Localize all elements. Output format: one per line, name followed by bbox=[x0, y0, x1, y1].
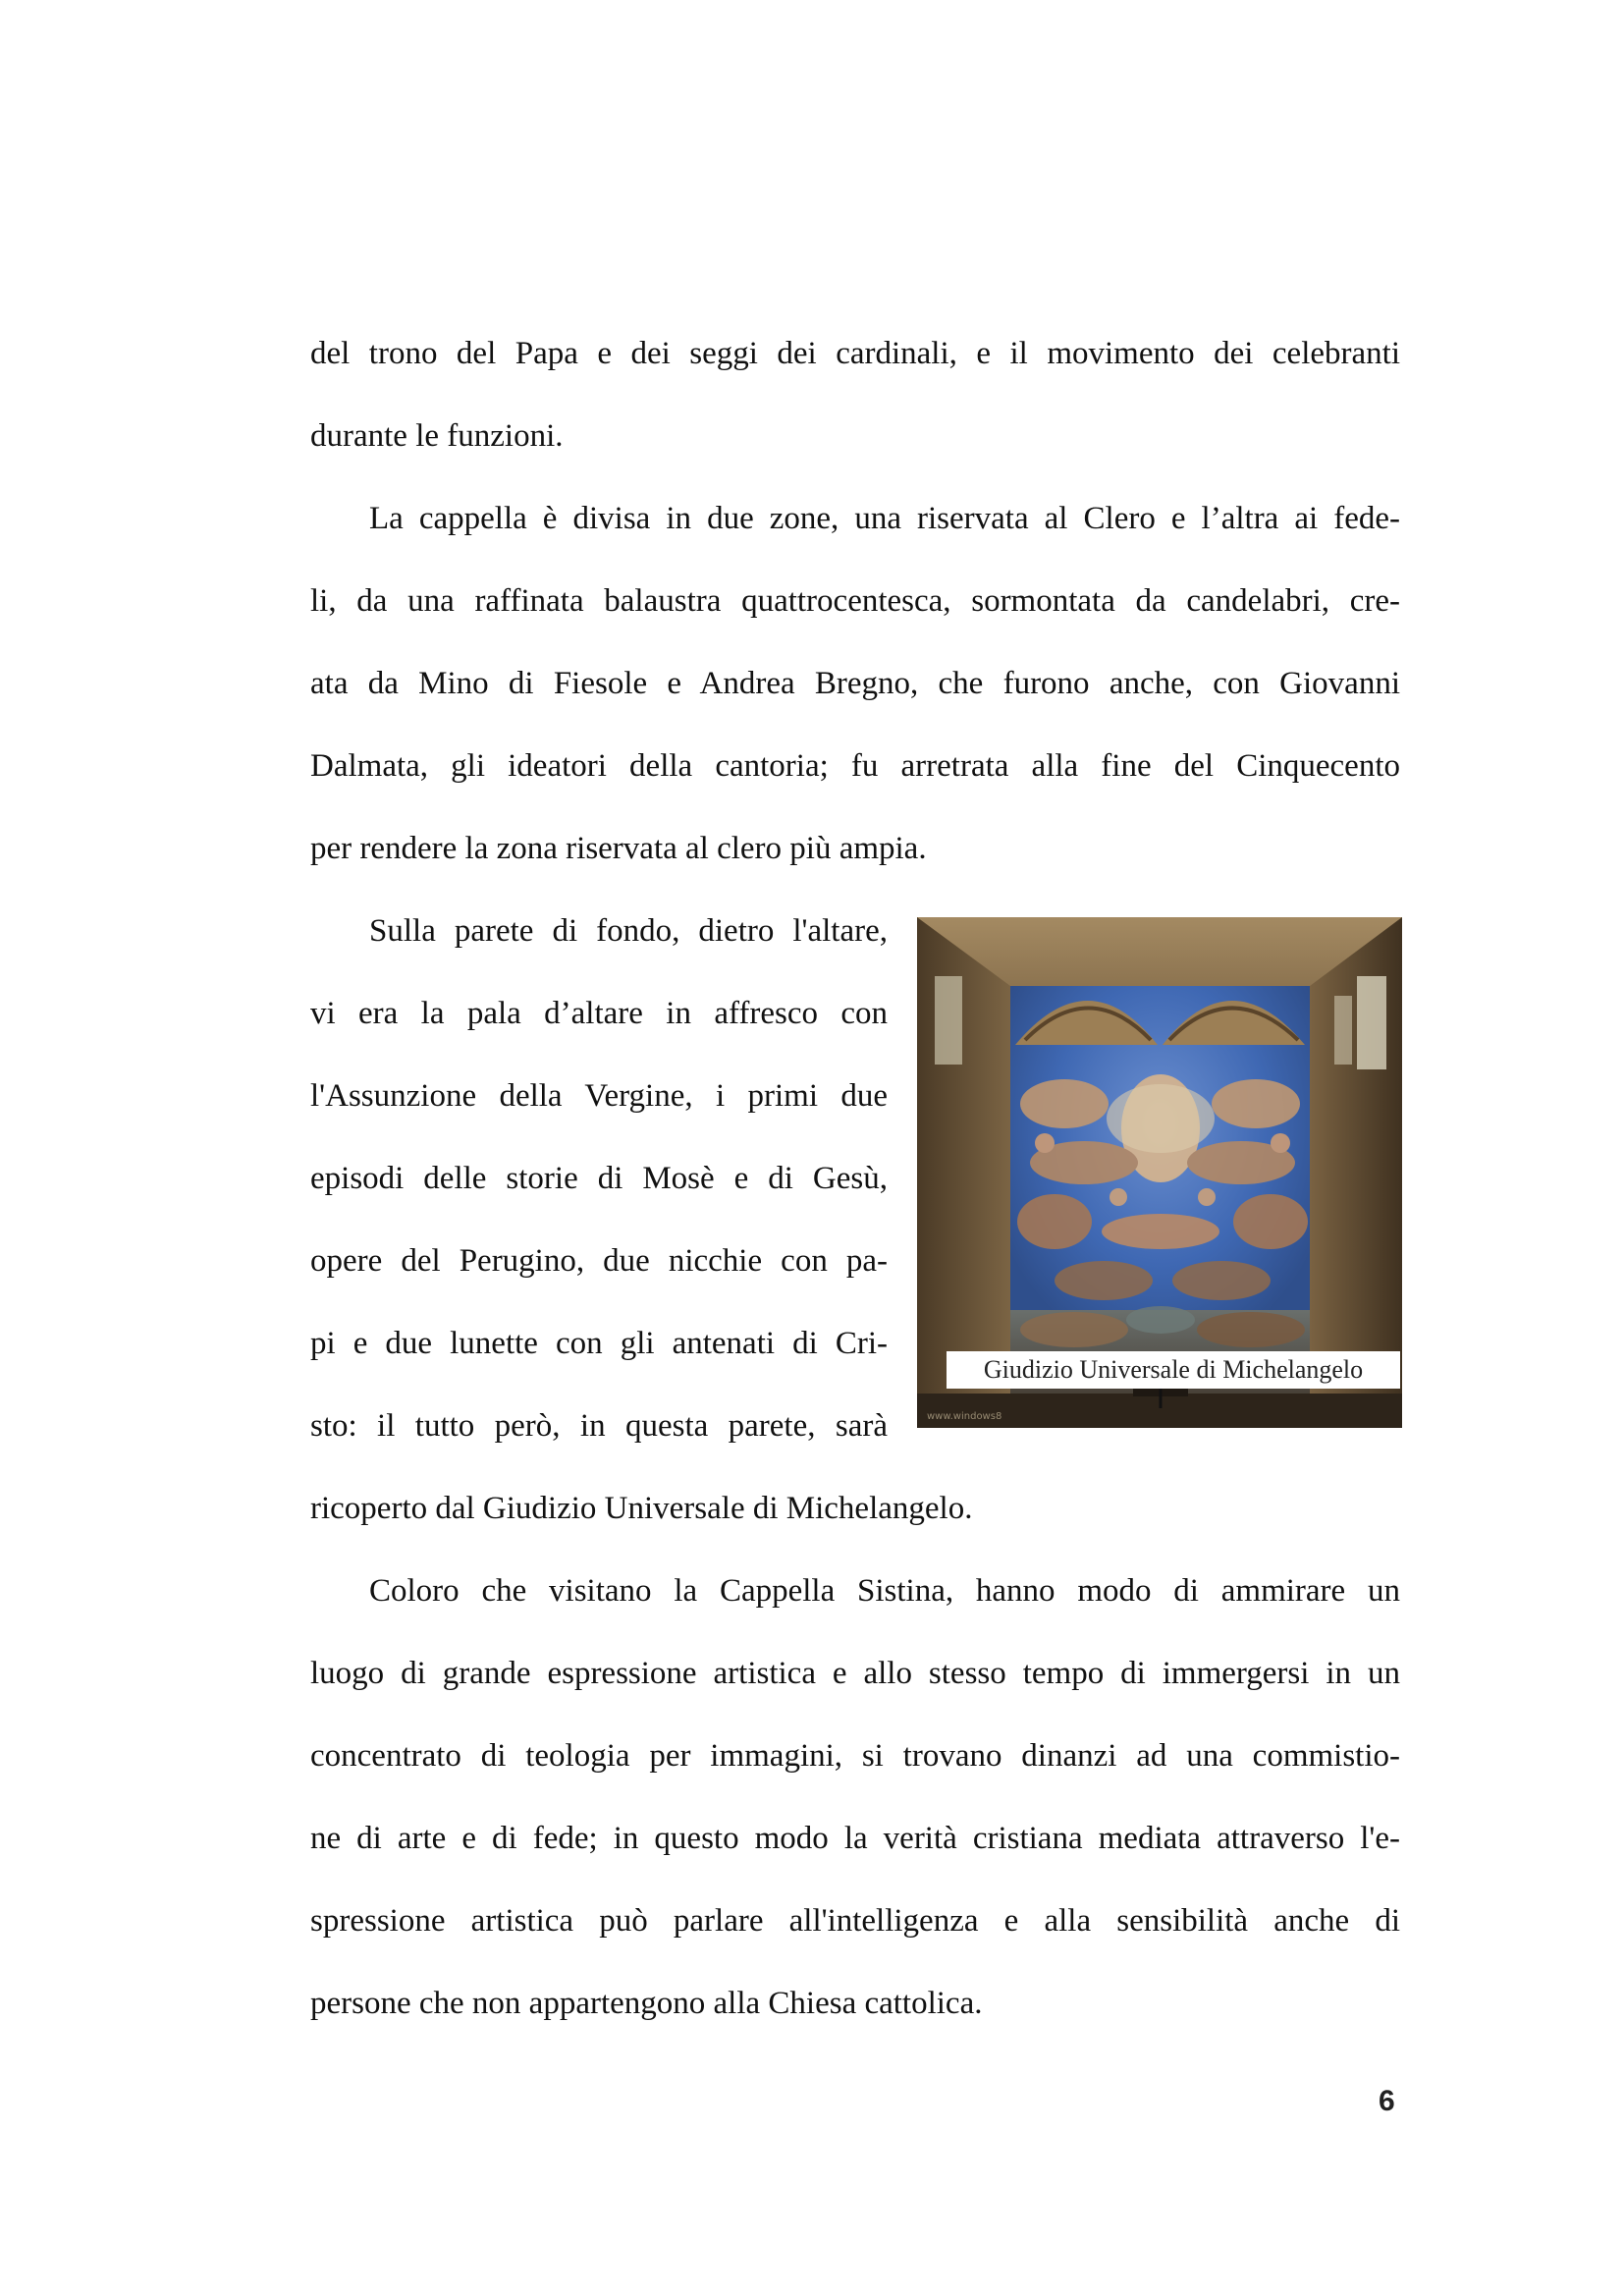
paragraph-2-line-5: per rendere la zona riservata al clero più ampia. bbox=[310, 831, 927, 866]
paragraph-3-line-6: pi e due lunette con gli antenati di Cri- bbox=[310, 1326, 888, 1361]
paragraph-4-line-5: spressione artistica può parlare all'intelligenza e alla sensibilità anche di bbox=[310, 1903, 1400, 1939]
paragraph-3-line-8: ricoperto dal Giudizio Universale di Michelangelo. bbox=[310, 1491, 973, 1526]
paragraph-2-line-4: Dalmata, gli ideatori della cantoria; fu arretrata alla fine del Cinquecento bbox=[310, 748, 1400, 784]
image-watermark: www.windows8 bbox=[927, 1411, 1002, 1422]
paragraph-4-line-3: concentrato di teologia per immagini, si trovano dinanzi ad una commistio- bbox=[310, 1738, 1400, 1774]
paragraph-3-line-3: l'Assunzione della Vergine, i primi due bbox=[310, 1078, 888, 1114]
last-judgment-figure bbox=[917, 917, 1402, 1428]
paragraph-3-line-4: episodi delle storie di Mosè e di Gesù, bbox=[310, 1161, 888, 1196]
paragraph-2-line-1: La cappella è divisa in due zone, una riservata al Clero e l’altra ai fede- bbox=[369, 501, 1400, 536]
paragraph-4-line-6: persone che non appartengono alla Chiesa cattolica. bbox=[310, 1986, 983, 2021]
paragraph-3-line-2: vi era la pala d’altare in affresco con bbox=[310, 996, 888, 1031]
page-number: 6 bbox=[1379, 2085, 1395, 2117]
figure-caption: Giudizio Universale di Michelangelo bbox=[947, 1351, 1400, 1389]
paragraph-3-line-5: opere del Perugino, due nicchie con pa- bbox=[310, 1243, 888, 1279]
paragraph-1-line-1: del trono del Papa e dei seggi dei cardinali, e il movimento dei celebranti bbox=[310, 336, 1400, 371]
paragraph-1-line-2: durante le funzioni. bbox=[310, 418, 564, 454]
paragraph-4-line-4: ne di arte e di fede; in questo modo la verità cristiana mediata attraverso l'e- bbox=[310, 1821, 1400, 1856]
paragraph-2-line-2: li, da una raffinata balaustra quattrocentesca, sormontata da candelabri, cre- bbox=[310, 583, 1400, 619]
paragraph-3-line-7: sto: il tutto però, in questa parete, sarà bbox=[310, 1408, 888, 1444]
paragraph-4-line-2: luogo di grande espressione artistica e allo stesso tempo di immergersi in un bbox=[310, 1656, 1400, 1691]
paragraph-3-line-1: Sulla parete di fondo, dietro l'altare, bbox=[369, 913, 888, 949]
paragraph-2-line-3: ata da Mino di Fiesole e Andrea Bregno, che furono anche, con Giovanni bbox=[310, 666, 1400, 701]
paragraph-4-line-1: Coloro che visitano la Cappella Sistina, hanno modo di ammirare un bbox=[369, 1573, 1400, 1609]
